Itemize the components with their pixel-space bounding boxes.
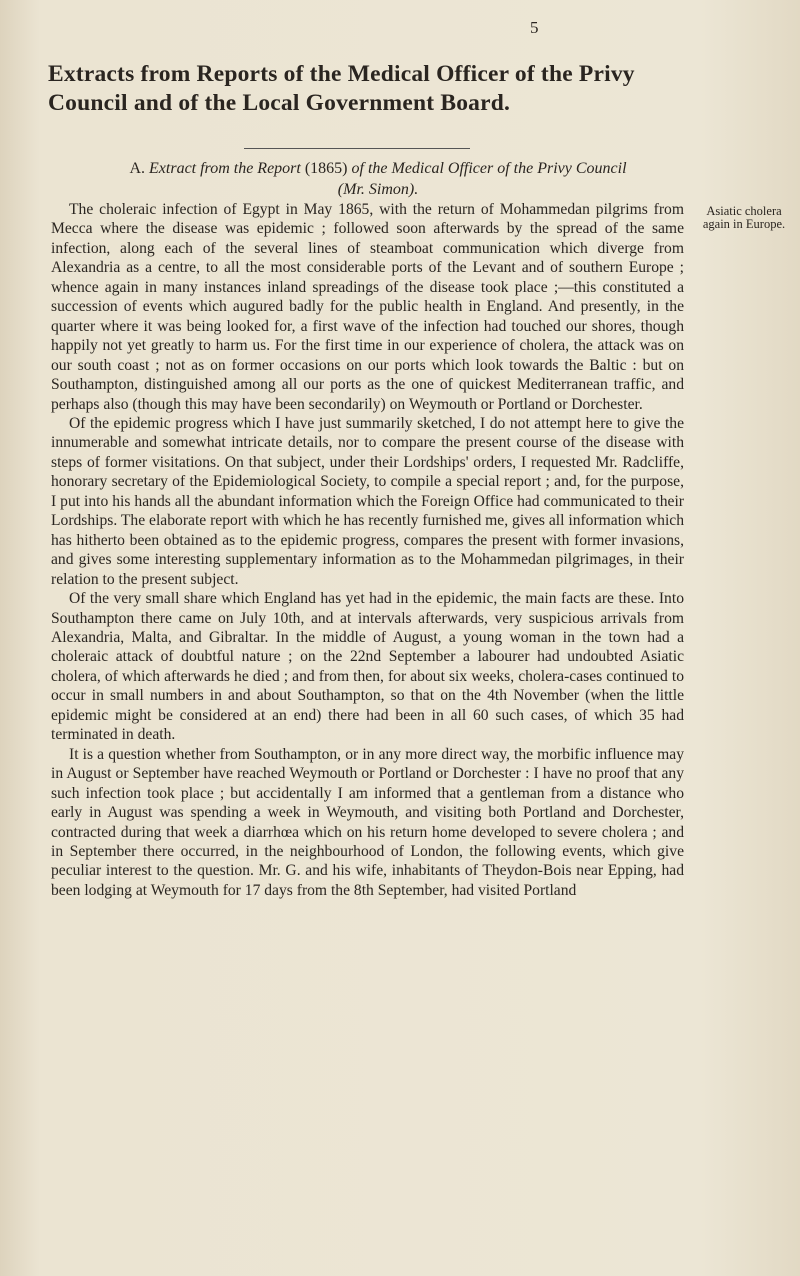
extract-year: (1865) [304,160,348,177]
margin-note: Asiatic cholera again in Europe. [702,204,786,231]
page-number: 5 [530,18,539,37]
extract-heading [58,158,698,200]
paragraph: The choleraic infection of Egypt in May 1865, with the return of Mohammedan pilgrims from Mecca where the disease was epidemic ; followed soon afterwards by the spread of the same infection, along each of the several lines of steamboat communication which diverge from Alexandria as a centre, to all the most considerable ports of the Levant and of southern Europe ; whence again in many instances inland spreadings of the disease took place ;—this constituted a succession of events which augured badly for the public health in England. And presently, in the quarter where it was being looked for, a first wave of the infection had touched our shores, though happily not yet greatly to harm us. For the first time in our experience of cholera, the attack was on our south coast ; not as on former occasions on our ports which look towards the Baltic : but on Southampton, distinguished among all our ports as the one of quickest Mediterranean traffic, and perhaps also (though this may have been secondarily) on Weymouth or Portland or Dorchester. [51,201,684,413]
paragraph: Of the very small share which England has yet had in the epidemic, the main facts are these. Into Southampton there came on July 10th, and at intervals afterwards, very suspicious arrivals from Alexandria, Malta, and Gibraltar. In the middle of August, a young woman in the town had a choleraic attack of doubtful nature ; on the 22nd September a labourer had undoubted Asiatic cholera, of which afterwards he died ; and from then, for about six weeks, cholera-cases continued to occur in small numbers in and about Southampton, so that on the 4th November (when the little epidemic might be considered at an end) there had been in all 60 such cases, of which 35 had terminated in death. [51,590,684,744]
extract-heading-prefix: Extract from the Report [149,160,301,177]
extract-heading-main: of the Medical Officer of the Privy Council [351,160,627,177]
extract-label: A. [129,160,146,177]
title-divider [244,148,470,149]
extract-author: (Mr. Simon). [337,181,419,198]
page-title: Extracts from Reports of the Medical Officer of the Privy Council and of the Local Government Board. [48,61,635,116]
report-body [51,200,684,900]
paragraph: Of the epidemic progress which I have just summarily sketched, I do not attempt here to give the innumerable and somewhat intricate details, nor to compare the present course of the disease with steps of former visitations. On that subject, under their Lordships' orders, I requested Mr. Radcliffe, honorary secretary of the Epidemiological Society, to compile a special report ; and, for the purpose, I put into his hands all the abundant information which the Foreign Office had communicated to their Lordships. The elaborate report with which he has recently furnished me, gives all information which has hitherto been obtained as to the epidemic progress, compares the present with former invasions, and gives some interesting supplementary information as to the Mohammedan pilgrimages, in their relation to the present subject. [51,414,684,588]
paragraph: It is a question whether from Southampton, or in any more direct way, the morbific influence may in August or September have reached Weymouth or Portland or Dorchester : I have no proof that any such infection took place ; but accidentally I am informed that a gentleman from a distance who early in August was spending a week in Weymouth, and visiting both Portland and Dorchester, contracted during that week a diarrhœa which on his return home developed to severe cholera ; and in September there occurred, in the neighbourhood of London, the following events, which give peculiar interest to the question. Mr. G. and his wife, inhabitants of Theydon-Bois near Epping, had been lodging at Weymouth for 17 days from the 8th September, had visited Portland [51,745,684,899]
